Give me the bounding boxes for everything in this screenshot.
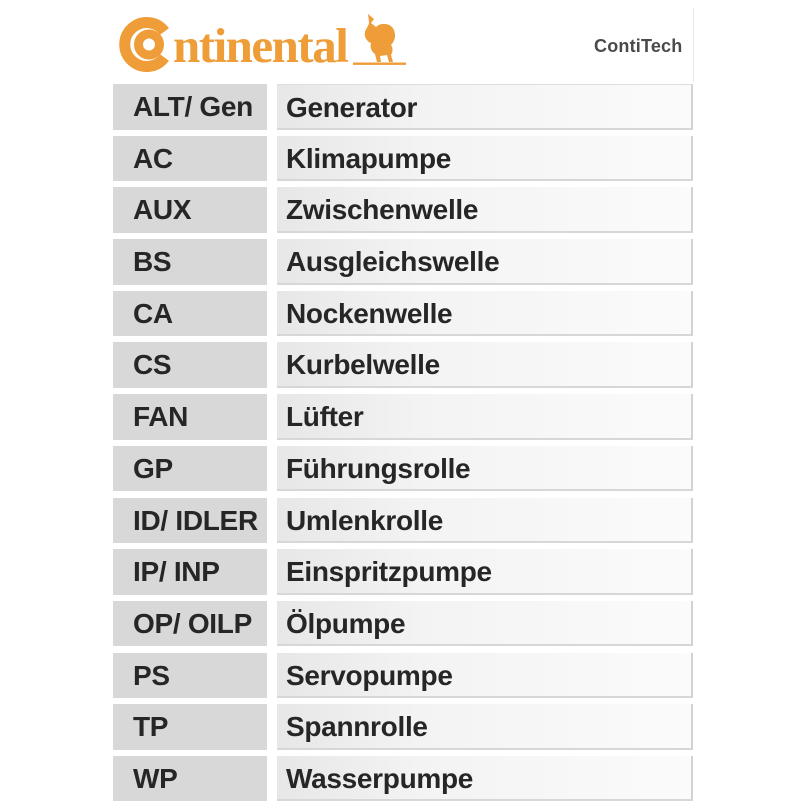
term-cell: Ölpumpe [277,601,693,647]
term-cell: Kurbelwelle [277,342,693,388]
horse-icon [350,10,408,68]
abbr-cell: TP [113,704,267,750]
column-gap [267,84,277,130]
abbr-cell: BS [113,239,267,285]
column-gap [267,394,277,440]
term-cell: Ausgleichswelle [277,239,693,285]
table-row [113,704,693,750]
column-gap [267,342,277,388]
header [0,0,805,84]
column-gap [267,498,277,544]
term-cell: Wasserpumpe [277,756,693,802]
column-gap [267,446,277,492]
logo-wordmark-tail: ntinental [173,18,348,73]
term-cell: Führungsrolle [277,446,693,492]
contitech-logo-text: ContiTech [594,36,683,56]
term-cell: Servopumpe [277,653,693,699]
table-row [113,394,693,440]
term-cell: Umlenkrolle [277,498,693,544]
continental-logo [118,8,408,74]
abbr-cell: PS [113,653,267,699]
column-gap [267,187,277,233]
abbr-cell: GP [113,446,267,492]
horse-wrap [350,10,408,73]
abbreviation-table [113,84,693,805]
table-row [113,342,693,388]
abbr-cell: AC [113,136,267,182]
table-row [113,756,693,802]
term-cell: Spannrolle [277,704,693,750]
table-row [113,239,693,285]
column-gap [267,549,277,595]
column-gap [267,653,277,699]
column-gap [267,239,277,285]
continental-c-o-icon [118,8,178,74]
abbr-cell: ID/ IDLER [113,498,267,544]
table-row [113,549,693,595]
table-row [113,136,693,182]
term-cell: Einspritzpumpe [277,549,693,595]
table-row [113,187,693,233]
table-row [113,498,693,544]
column-gap [267,136,277,182]
table-row [113,84,693,130]
table-row [113,601,693,647]
table-row [113,446,693,492]
column-gap [267,756,277,802]
abbr-cell: IP/ INP [113,549,267,595]
term-cell: Nockenwelle [277,291,693,337]
abbr-cell: CA [113,291,267,337]
table-row [113,653,693,699]
abbr-cell: ALT/ Gen [113,84,267,130]
term-cell: Klimapumpe [277,136,693,182]
column-gap [267,291,277,337]
abbr-cell: WP [113,756,267,802]
term-cell: Zwischenwelle [277,187,693,233]
header-edge-line [693,8,694,82]
column-gap [267,601,277,647]
abbr-cell: OP/ OILP [113,601,267,647]
abbr-cell: CS [113,342,267,388]
table-row [113,291,693,337]
abbr-cell: FAN [113,394,267,440]
term-cell: Lüfter [277,394,693,440]
abbr-cell: AUX [113,187,267,233]
column-gap [267,704,277,750]
term-cell: Generator [277,84,693,130]
